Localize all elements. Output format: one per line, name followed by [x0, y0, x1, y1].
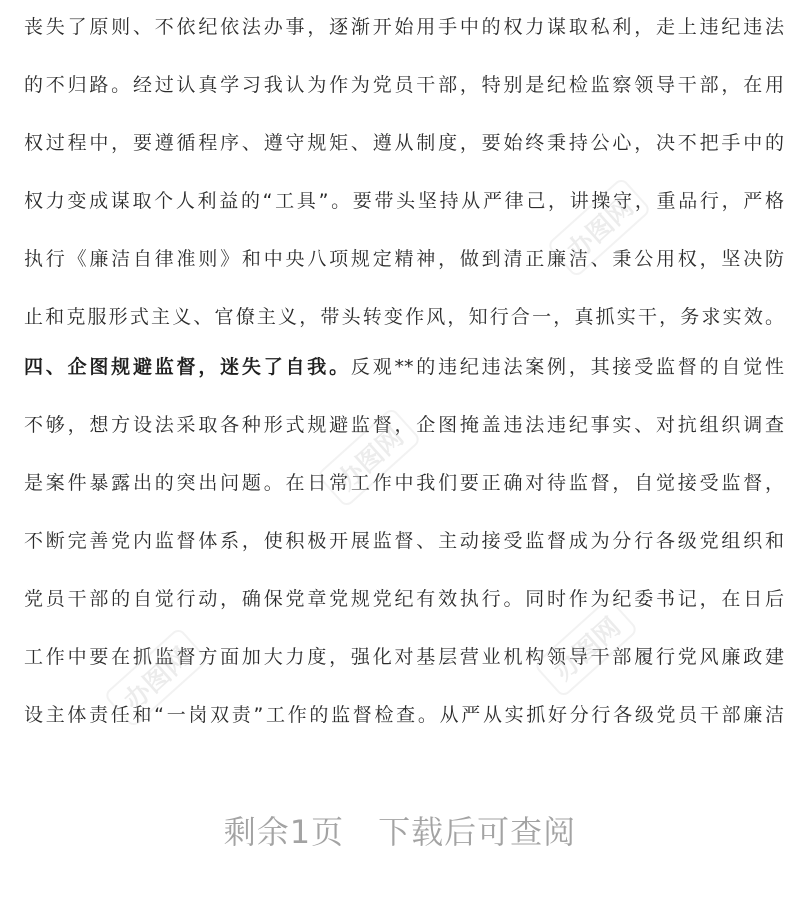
text-line: 权力变成谋取个人利益的“工具”。要带头坚持从严律己，讲操守，重品行，严格: [24, 190, 784, 212]
text-line: 权过程中，要遵循程序、遵守规矩、遵从制度，要始终秉持公心，决不把手中的: [24, 132, 784, 154]
text-line: 不断完善党内监督体系，使积极开展监督、主动接受监督成为分行各级党组织和: [24, 530, 784, 552]
remaining-pages-count: 剩余1页: [223, 813, 345, 851]
paragraph-2: [24, 354, 784, 760]
watermark: 办图网: [533, 597, 639, 699]
download-hint: 下载后可查阅: [378, 813, 577, 851]
watermark: 办图网: [546, 177, 652, 279]
heading-line-text: 反观**的违纪违法案例，其接受监督的自觉性: [350, 356, 784, 378]
text-line: 的不归路。经过认真学习我认为作为党员干部，特别是纪检监察领导干部，在用: [24, 74, 784, 96]
section-heading: 四、企图规避监督，迷失了自我。: [24, 356, 351, 378]
text-line: 工作中要在抓监督方面加大力度，强化对基层营业机构领导干部履行党风廉政建: [24, 646, 784, 668]
text-line: 丧失了原则、不依纪依法办事，逐渐开始用手中的权力谋取私利，走上违纪违法: [24, 16, 784, 38]
text-line: 是案件暴露出的突出问题。在日常工作中我们要正确对待监督，自觉接受监督，: [24, 472, 784, 494]
text-line: 执行《廉洁自律准则》和中央八项规定精神，做到清正廉洁、秉公用权，坚决防: [24, 248, 784, 270]
watermark: 办图网: [316, 407, 422, 509]
text-line: [24, 354, 784, 381]
text-line: 设主体责任和“一岗双责”工作的监督检查。从严从实抓好分行各级党员干部廉洁: [24, 704, 784, 726]
paragraph-1: [24, 14, 784, 362]
watermark: 办图网: [103, 627, 209, 729]
text-line: 止和克服形式主义、官僚主义，带头转变作风，知行合一，真抓实干，务求实效。: [24, 306, 784, 328]
text-line: 党员干部的自觉行动，确保党章党规党纪有效执行。同时作为纪委书记，在日后: [24, 588, 784, 610]
remaining-pages-notice[interactable]: [0, 807, 800, 853]
text-line: 不够，想方设法采取各种形式规避监督，企图掩盖违法违纪事实、对抗组织调查: [24, 414, 784, 436]
